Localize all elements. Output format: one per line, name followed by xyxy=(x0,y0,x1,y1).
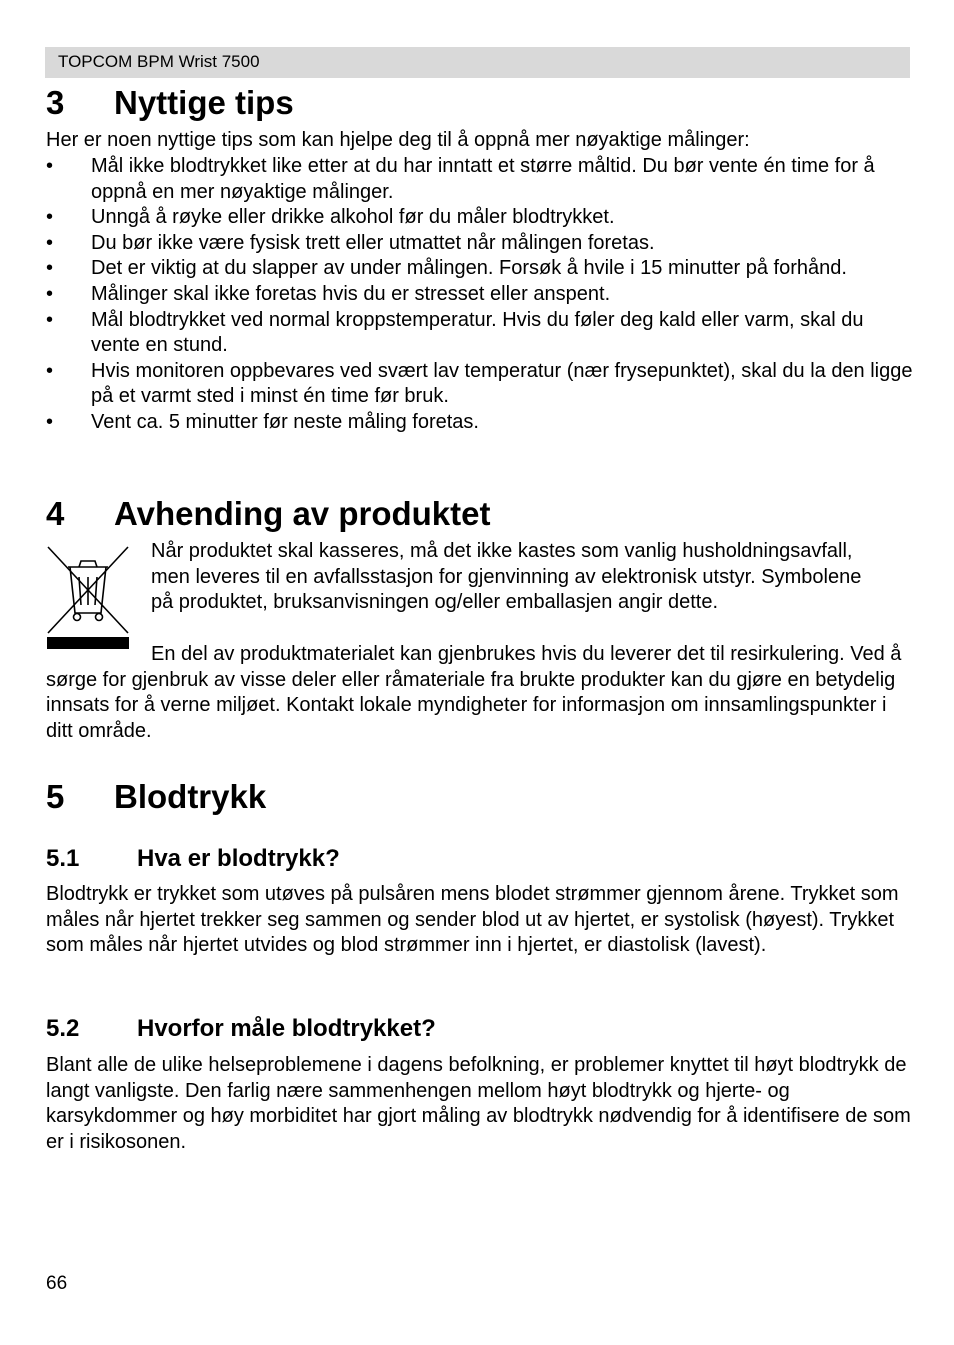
section-5-1-text: Blodtrykk er trykket som utøves på pulsåren mens blodet strømmer gjennom årene. Trykket som måles når hjertet trekker seg sammen og sender blod ut av hjertet, er systolisk (høyest). Trykket som måles når hjertet utvides og blod strømmer inn i hjertet, er diastolisk (lavest). xyxy=(46,883,899,957)
crossed-out-wheelie-bin-icon xyxy=(46,545,130,651)
disposal-text-2: En del av produktmaterialet kan gjenbrukes hvis du leverer det til resirkulering. Ved å sørge for gjenbruk av visse deler eller råmateriale fra brukte produkter kan du gjøre en betydelig innsats for å verne miljøet. Kontakt lokale myndigheter for informasjon om innsamlingspunkter i ditt område. xyxy=(46,643,902,742)
list-item: • Du bør ikke være fysisk trett eller utmattet når målingen foretas. xyxy=(46,231,916,257)
bullet-dot: • xyxy=(46,231,54,254)
list-item: • Mål ikke blodtrykket like etter at du har inntatt et større måltid. Du bør vente én time for å oppnå en mer nøyaktige målinger. xyxy=(46,155,875,203)
section-4-title: Avhending av produktet xyxy=(114,495,491,532)
section-5-2-number: 5.2 xyxy=(46,1015,80,1042)
bullet-dot: • xyxy=(46,257,54,280)
section-5-1-heading xyxy=(46,844,340,874)
list-item: • Målinger skal ikke foretas hvis du er stresset eller anspent. xyxy=(46,282,916,308)
list-item: • Det er viktig at du slapper av under målingen. Forsøk å hvile i 15 minutter på forhånd. xyxy=(46,256,916,282)
bullet-dot: • xyxy=(46,282,54,305)
section-4-number: 4 xyxy=(46,495,65,532)
page-number: 66 xyxy=(46,1273,68,1294)
bullet-dot: • xyxy=(46,155,54,177)
list-item: • Unngå å røyke eller drikke alkohol før du måler blodtrykket. xyxy=(46,205,916,231)
bullet-dot: • xyxy=(46,206,54,229)
section-5-2-text: Blant alle de ulike helseproblemene i dagens befolkning, er problemer knyttet til høyt blodtrykk de langt vanligste. Den farlig nære sammenhengen mellom høyt blodtrykk og hjerte- og karsykdommer og høy morbiditet har gjort måling av blodtrykk nødvendig for å identifisere de som er i risikosonen. xyxy=(46,1054,911,1153)
tips-list xyxy=(46,154,916,436)
section-4-heading xyxy=(46,494,490,534)
section-5-heading xyxy=(46,777,266,817)
section-5-1-number: 5.1 xyxy=(46,845,80,872)
section-3-heading xyxy=(46,83,294,123)
section-5-2-title: Hvorfor måle blodtrykket? xyxy=(137,1015,436,1042)
bullet-dot: • xyxy=(46,308,54,331)
list-item: • Hvis monitoren oppbevares ved svært lav temperatur (nær frysepunktet), skal du la den ligge på et varmt sted i minst én time før bruk. xyxy=(46,359,913,408)
section-3-number: 3 xyxy=(46,84,65,121)
section-5-number: 5 xyxy=(46,778,65,815)
section-5-1-title: Hva er blodtrykk? xyxy=(137,845,340,872)
bullet-dot: • xyxy=(46,410,54,433)
section-3-title: Nyttige tips xyxy=(114,84,294,121)
section-5-title: Blodtrykk xyxy=(114,778,267,815)
section-5-2-heading xyxy=(46,1014,436,1044)
bullet-dot: • xyxy=(46,359,54,382)
list-item: • Vent ca. 5 minutter før neste måling foretas. xyxy=(46,410,916,436)
section-3-intro: Her er noen nyttige tips som kan hjelpe deg til å oppnå mer nøyaktige målinger: xyxy=(46,129,750,151)
disposal-text-1: Når produktet skal kasseres, må det ikke kastes som vanlig husholdningsavfall, men leveres til en avfallsstasjon for gjenvinning av elektronisk utstyr. Symbolene på produktet, bruksanvisningen og/eller emballasjen angir dette. xyxy=(151,540,862,614)
header-title: TOPCOM BPM Wrist 7500 xyxy=(58,52,260,71)
list-item: • Mål blodtrykket ved normal kroppstemperatur. Hvis du føler deg kald eller varm, skal du vente en stund. xyxy=(46,308,864,357)
running-header xyxy=(45,47,910,78)
